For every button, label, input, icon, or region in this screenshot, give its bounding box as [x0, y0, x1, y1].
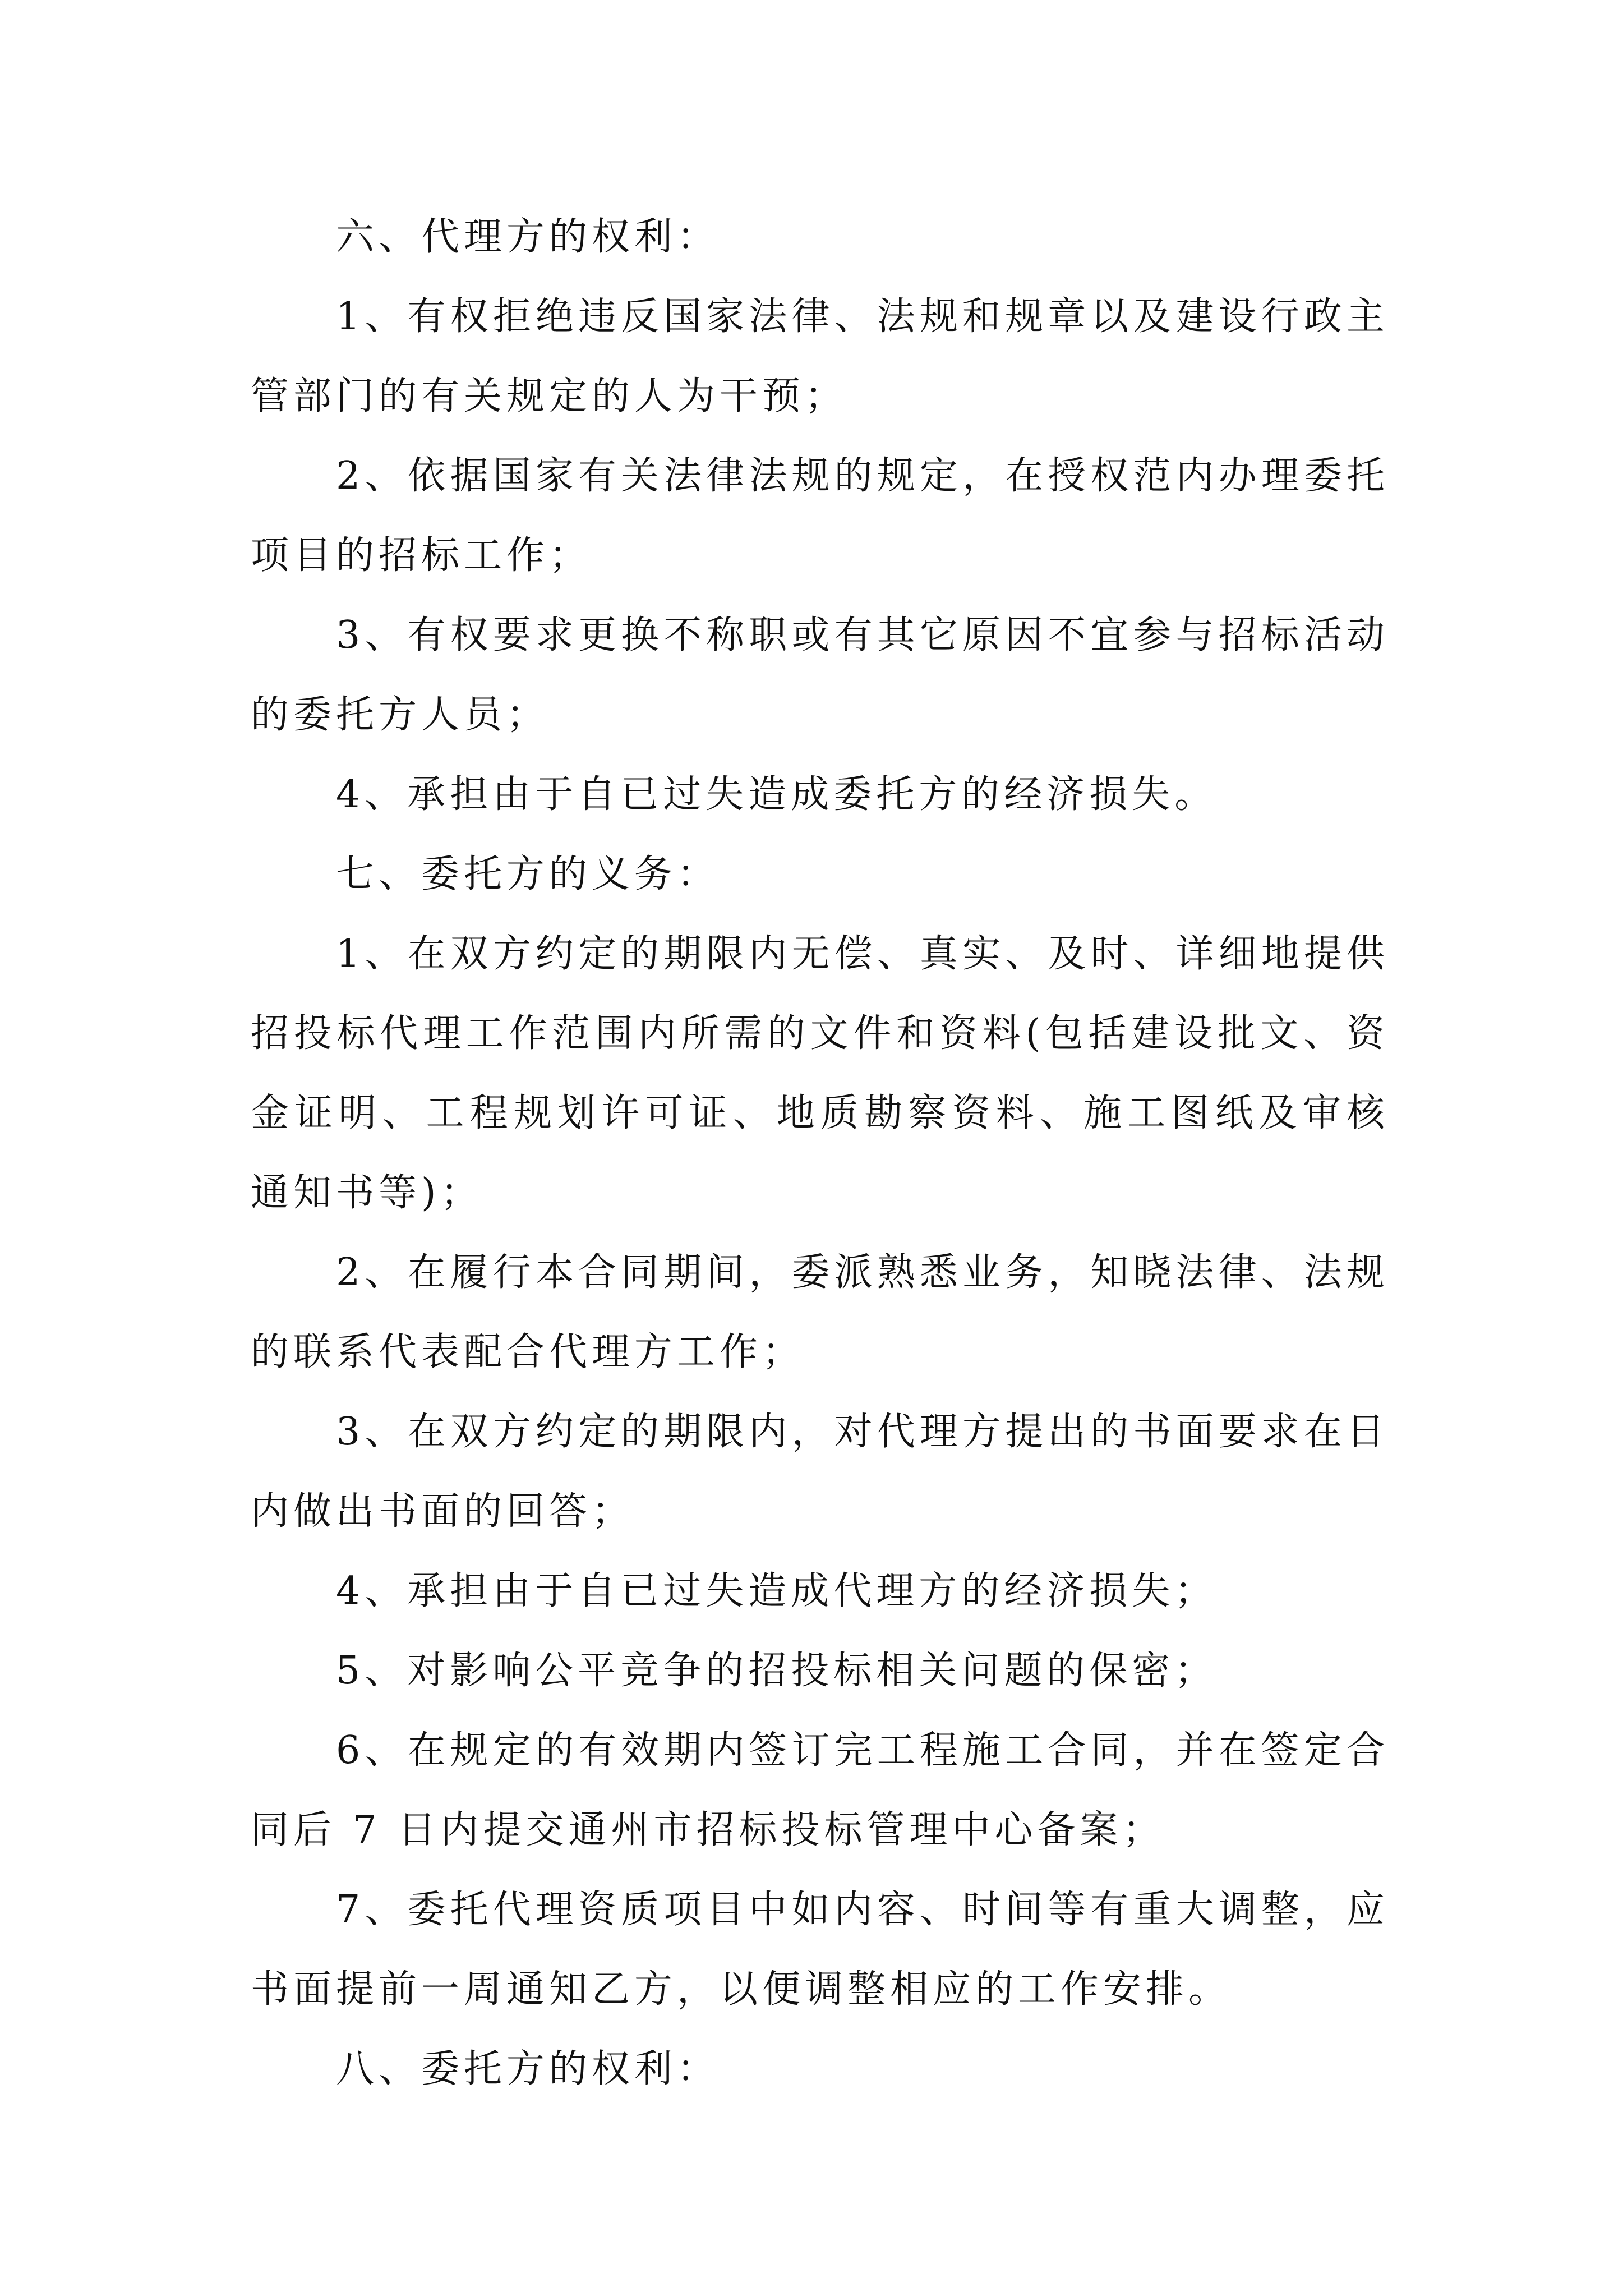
paragraph: 5、对影响公平竞争的招投标相关问题的保密；: [336, 1649, 1218, 1693]
paragraph: 3、在双方约定的期限内，对代理方提出的书面要求在日内做出书面的回答；: [251, 1410, 1389, 1534]
paragraph: 1、有权拒绝违反国家法律、法规和规章以及建设行政主管部门的有关规定的人为干预；: [251, 295, 1389, 418]
paragraph: 6、在规定的有效期内签订完工程施工合同，并在签定合同后 7 日内提交通州市招标投标管理中心备案；: [251, 1728, 1389, 1852]
paragraph: 3、有权要求更换不称职或有其它原因不宜参与招标活动的委托方人员；: [251, 613, 1389, 737]
paragraph: 2、在履行本合同期间，委派熟悉业务，知晓法律、法规的联系代表配合代理方工作；: [251, 1250, 1389, 1374]
paragraph: 7、委托代理资质项目中如内容、时间等有重大调整，应书面提前一周通知乙方，以便调整相应的工作安排。: [251, 1888, 1389, 2012]
paragraph: 2、依据国家有关法律法规的规定，在授权范内办理委托项目的招标工作；: [251, 454, 1389, 578]
document-body: [251, 197, 1389, 2109]
section-heading-agent-rights: 六、代理方的权利：: [336, 215, 720, 259]
paragraph: 4、承担由于自已过失造成委托方的经济损失。: [336, 772, 1218, 817]
section-heading-client-rights: 八、委托方的权利：: [336, 2047, 720, 2091]
section-heading-client-obligations: 七、委托方的义务：: [336, 852, 720, 896]
paragraph: 1、在双方约定的期限内无偿、真实、及时、详细地提供招投标代理工作范围内所需的文件和资料(包括建设批文、资金证明、工程规划许可证、地质勘察资料、施工图纸及审核通知书等)；: [251, 932, 1390, 1215]
paragraph: 4、承担由于自已过失造成代理方的经济损失；: [336, 1569, 1218, 1613]
